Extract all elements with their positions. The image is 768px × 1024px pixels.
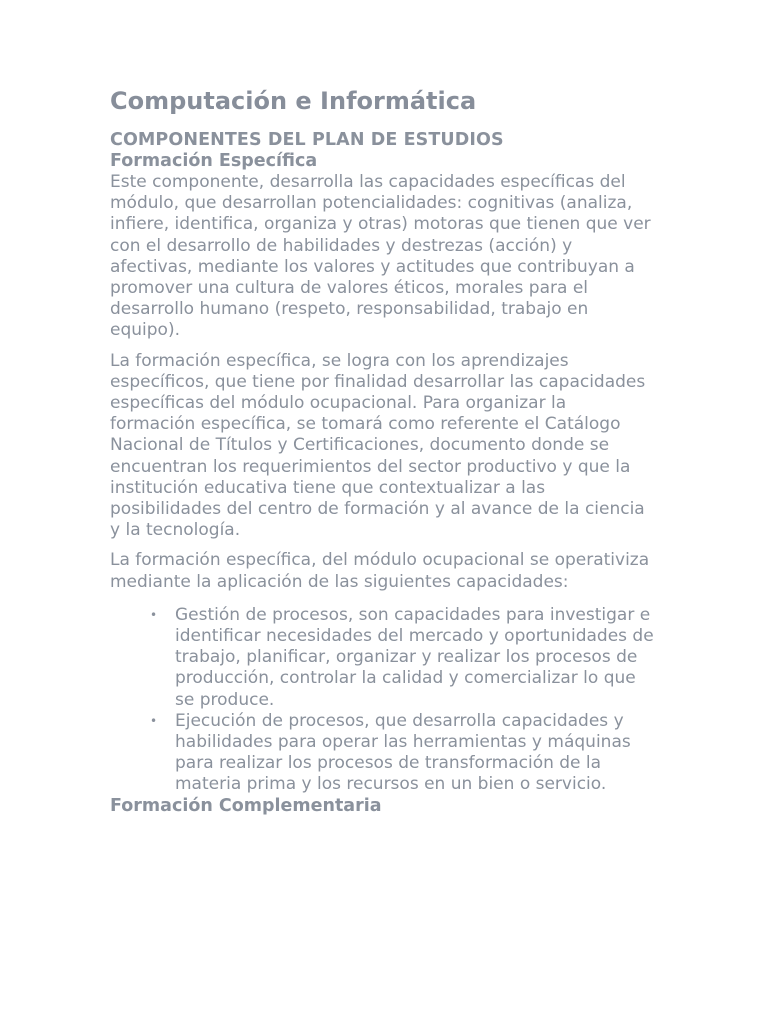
- list-item-text: Gestión de procesos, son capacidades para investigar e identificar necesidades del mercado y oportunidades de trabajo, planificar, organizar y realizar los procesos de producción, controlar la calidad y comercializar lo que se produce.: [175, 604, 654, 710]
- list-item-text: Ejecución de procesos, que desarrolla capacidades y habilidades para operar las herramientas y máquinas para realizar los procesos de transformación de la materia prima y los recursos en un bien o servicio.: [175, 710, 631, 795]
- document-page: [110, 84, 655, 817]
- capabilities-list: [110, 605, 655, 796]
- paragraph-3: La formación específica, del módulo ocupacional se operativiza mediante la aplicación de las siguientes capacidades:: [110, 550, 650, 592]
- subsection-heading-complementary: Formación Complementaria: [110, 795, 382, 816]
- bullet-icon: •: [150, 713, 158, 728]
- capabilities-list-wrapper: [110, 605, 655, 796]
- subsection-heading-specific: Formación Específica: [110, 151, 318, 171]
- section-heading: COMPONENTES DEL PLAN DE ESTUDIOS: [110, 130, 504, 150]
- list-item: [150, 604, 655, 711]
- paragraph-2: La formación específica, se logra con los aprendizajes específicos, que tiene por finalidad desarrollar las capacidades específicas del módulo ocupacional. Para organizar la formación específica, se tomará como referente el Catálogo Nacional de Títulos y Certificaciones, documento donde se encuentran los requerimientos del sector productivo y que la institución educativa tiene que contextualizar a las posibilidades del centro de formación y al avance de la ciencia y la tecnología.: [110, 350, 646, 541]
- paragraph-1: Este componente, desarrolla las capacidades específicas del módulo, que desarrollan potencialidades: cognitivas (analiza, infiere, identifica, organiza y otras) motoras que tienen que ver con el desarrollo de habilidades y destrezas (acción) y afectivas, mediante los valores y actitudes que contribuyan a promover una cultura de valores éticos, morales para el desarrollo humano (respeto, responsabilidad, trabajo en equipo).: [110, 172, 651, 341]
- bullet-icon: •: [150, 607, 158, 622]
- document-title: Computación e Informática: [110, 87, 477, 115]
- list-item: [150, 710, 655, 796]
